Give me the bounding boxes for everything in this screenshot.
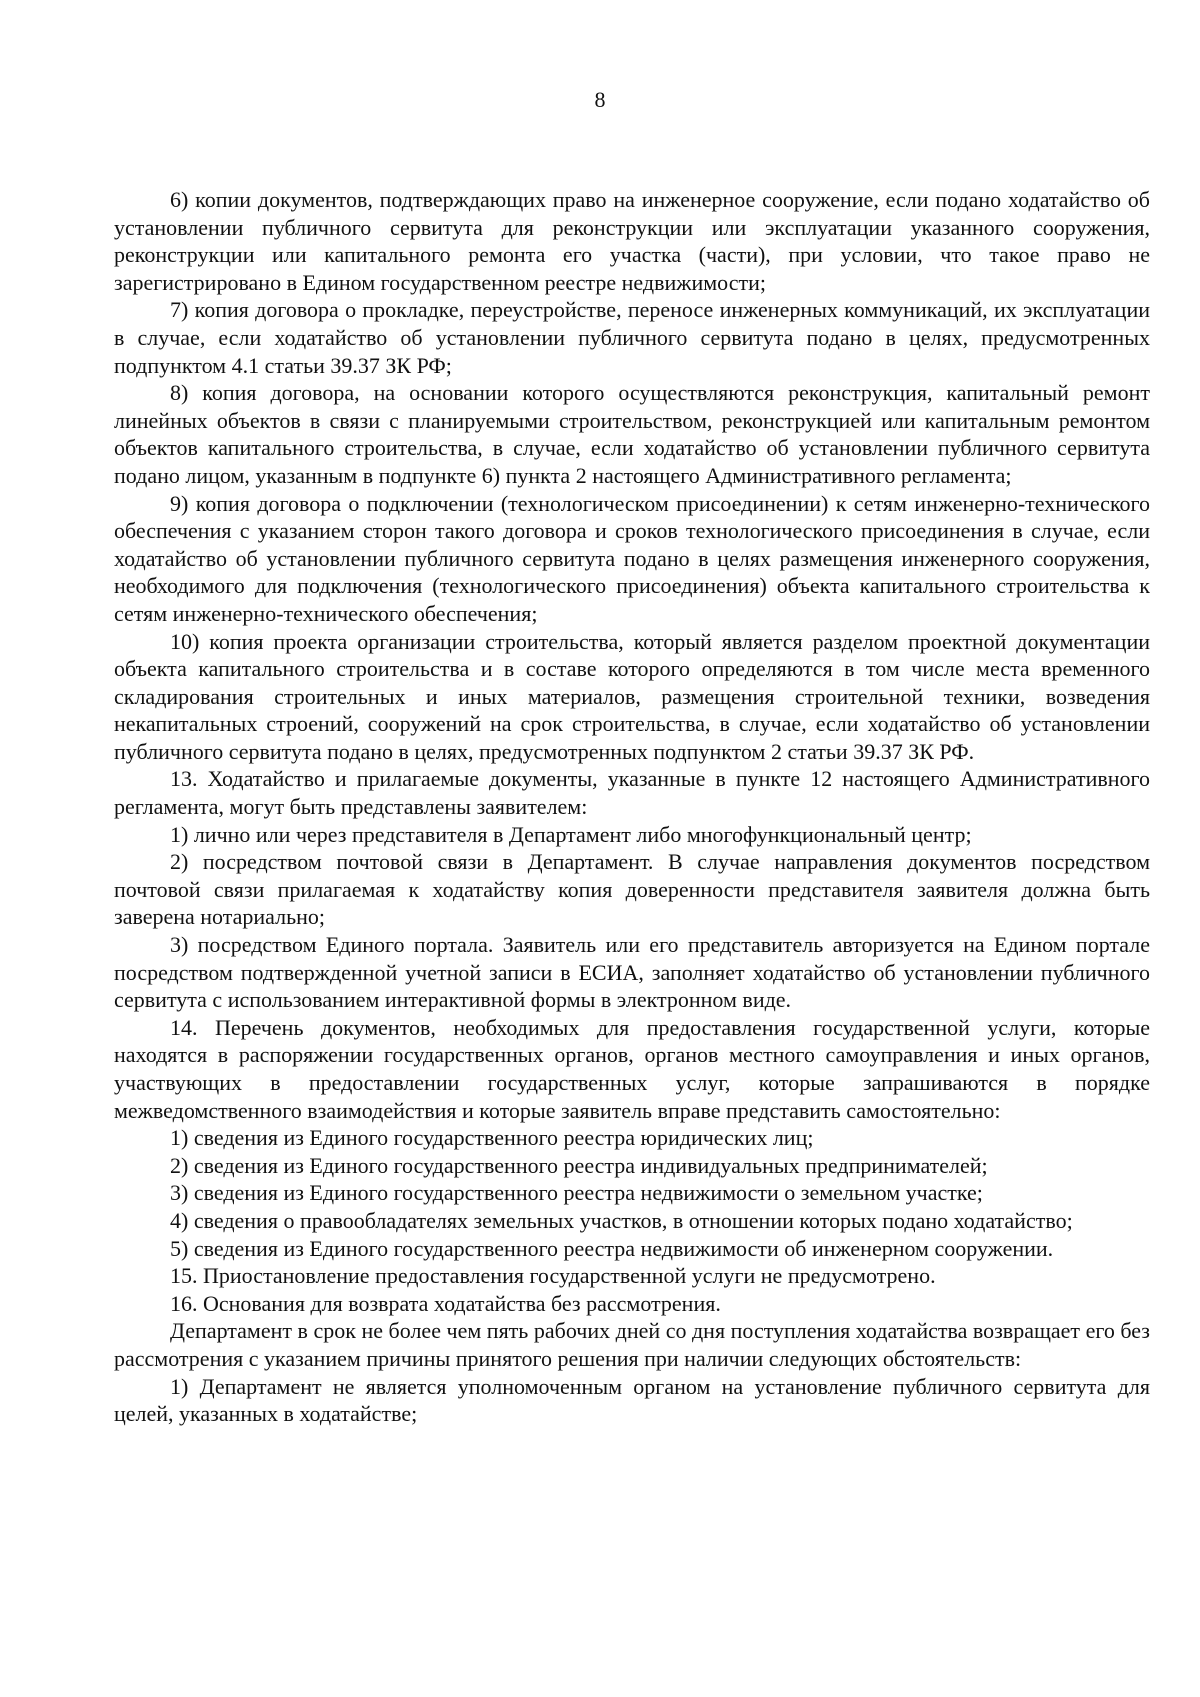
- paragraph-clause-14-document-list: 14. Перечень документов, необходимых для предоставления государственной услуги, которые находятся в распоряжении государственных органов, органов местного самоуправления и иных органов, участвующих в предоставлении государственных услуг, которые запрашиваются в порядке межведомственного взаимодействия и которые заявитель вправе представить самостоятельно:: [114, 1014, 1150, 1123]
- paragraph-item-8-copy-reconstruction-contract: 8) копия договора, на основании которого осуществляются реконструкция, капитальный ремонт линейных объектов в связи с планируемыми строительством, реконструкцией или капитальным ремонтом объектов капитального строительства, в случае, если ходатайство об установлении публичного сервитута подано лицом, указанным в подпункте 6) пункта 2 настоящего Административного регламента;: [114, 380, 1150, 488]
- paragraph-legal-entities-registry: 1) сведения из Единого государственного реестра юридических лиц;: [170, 1125, 814, 1151]
- page-number: 8: [594, 87, 606, 112]
- paragraph-submission-by-post: 2) посредством почтовой связи в Департамент. В случае направления документов посредством почтовой связи прилагаемая к ходатайству копия доверенности представителя заявителя должна быть заверена нотариально;: [114, 849, 1150, 930]
- paragraph-item-10-copy-construction-project: 10) копия проекта организации строительства, который является разделом проектной документации объекта капитального строительства и в составе которого определяются в том числе места временного складирования строительных и иных материалов, размещения строительной техники, возведения некапитальных строений, сооружений на срок строительства, в случае, если ходатайство об установлении публичного сервитута подано в целях, предусмотренных подпунктом 2 статьи 39.37 ЗК РФ.: [114, 628, 1150, 764]
- paragraph-department-return-term: Департамент в срок не более чем пять рабочих дней со дня поступления ходатайства возвращает его без рассмотрения с указанием причины принятого решения при наличии следующих обстоятельств:: [114, 1318, 1150, 1371]
- paragraph-item-7-copy-communications-contract: 7) копия договора о прокладке, переустройстве, переносе инженерных коммуникаций, их эксплуатации в случае, если ходатайство об установлении публичного сервитута подано в целях, предусмотренных подпунктом 4.1 статьи 39.37 ЗК РФ;: [114, 297, 1150, 378]
- paragraph-entrepreneurs-registry: 2) сведения из Единого государственного реестра индивидуальных предпринимателей;: [170, 1152, 988, 1178]
- paragraph-clause-16-return-grounds: 16. Основания для возврата ходатайства без рассмотрения.: [170, 1290, 721, 1316]
- paragraph-land-rights-holders: 4) сведения о правообладателях земельных участков, в отношении которых подано ходатайство;: [170, 1207, 1073, 1233]
- paragraph-real-estate-engineering-structure: 5) сведения из Единого государственного реестра недвижимости об инженерном сооружении.: [170, 1235, 1054, 1261]
- paragraph-submission-via-portal: 3) посредством Единого портала. Заявитель или его представитель авторизуется на Едином портале посредством подтвержденной учетной записи в ЕСИА, заполняет ходатайство об установлении публичного сервитута с использованием интерактивной формы в электронном виде.: [114, 932, 1150, 1013]
- paragraph-clause-15-no-suspension: 15. Приостановление предоставления государственной услуги не предусмотрено.: [170, 1263, 936, 1289]
- paragraph-clause-13-submission: 13. Ходатайство и прилагаемые документы, указанные в пункте 12 настоящего Административного регламента, могут быть представлены заявителем:: [114, 766, 1150, 820]
- paragraph-department-not-authorized: 1) Департамент не является уполномоченным органом на установление публичного сервитута для целей, указанных в ходатайстве;: [114, 1373, 1150, 1427]
- paragraph-submission-in-person: 1) лично или через представителя в Департамент либо многофункциональный центр;: [170, 821, 972, 847]
- paragraph-item-9-copy-connection-contract: 9) копия договора о подключении (технологическом присоединении) к сетям инженерно-технического обеспечения с указанием сторон такого договора и сроков технологического присоединения в случае, если ходатайство об установлении публичного сервитута подано в целях размещения инженерного сооружения, необходимого для подключения (технологического присоединения) объекта капитального строительства к сетям инженерно-технического обеспечения;: [114, 490, 1150, 626]
- paragraph-real-estate-land-plot: 3) сведения из Единого государственного реестра недвижимости о земельном участке;: [170, 1180, 983, 1206]
- paragraph-item-6-copies-engineering-rights: 6) копии документов, подтверждающих право на инженерное сооружение, если подано ходатайство об установлении публичного сервитута для реконструкции или эксплуатации указанного сооружения, реконструкции или капитального ремонта его участка (части), при условии, что такое право не зарегистрировано в Едином государственном реестре недвижимости;: [114, 187, 1150, 295]
- document-body: [114, 186, 1150, 1428]
